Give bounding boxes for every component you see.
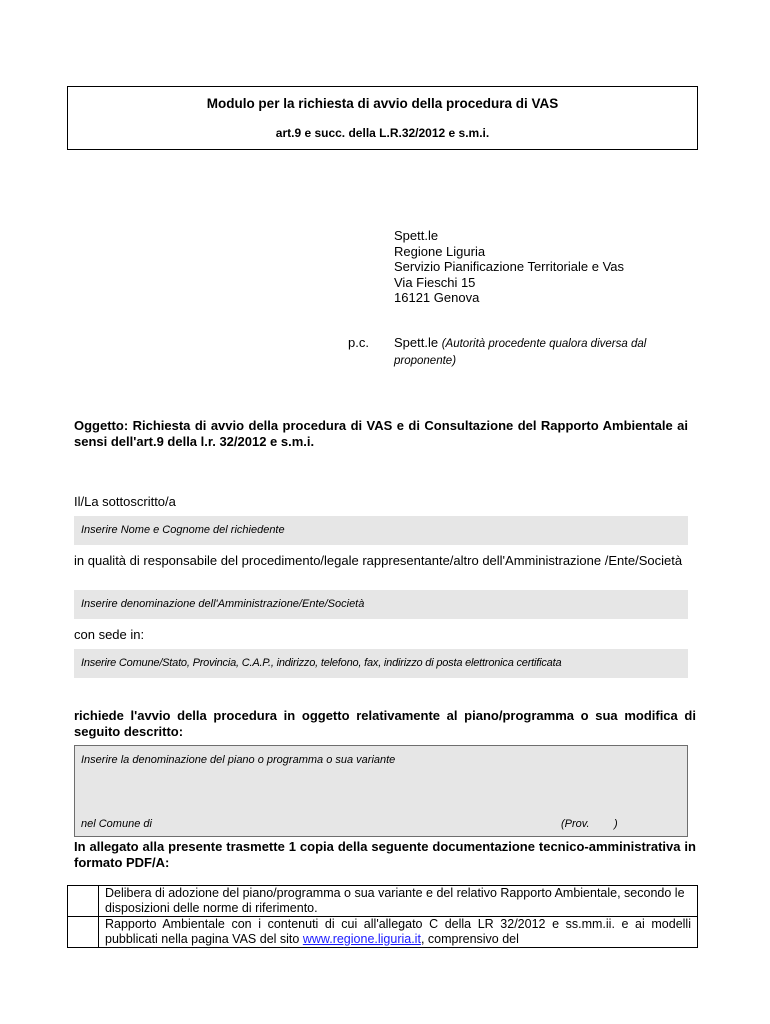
qualita-text: in qualità di responsabile del procedimento/legale rappresentante/altro dell'Amministrazione /Ente/Società [74, 553, 683, 568]
recipient-line: Servizio Pianificazione Territoriale e Vas [394, 259, 625, 275]
table-row [68, 886, 698, 917]
title-box [67, 86, 698, 150]
document-description: Delibera di adozione del piano/programma o sua variante e del relativo Rapporto Ambientale, secondo le disposizioni delle norme di riferimento. [99, 886, 698, 917]
form-subtitle: art.9 e succ. della L.R.32/2012 e s.m.i. [275, 126, 490, 140]
form-title: Modulo per la richiesta di avvio della procedura di VAS [206, 96, 559, 111]
recipient-line: Spett.le [394, 228, 439, 243]
doc2-text-end: , comprensivo del [420, 932, 519, 946]
sede-label: con sede in: [74, 627, 145, 642]
pc-recipient [394, 335, 694, 369]
piano-placeholder: Inserire la denominazione del piano o programma o sua variante [81, 754, 396, 766]
regione-liguria-link[interactable]: www.regione.liguria.it [302, 932, 421, 946]
prov-label: (Prov. ) [561, 818, 618, 830]
checkbox-cell[interactable] [68, 917, 99, 948]
sottoscritto-label: Il/La sottoscritto/a [74, 494, 176, 509]
ente-field[interactable]: Inserire denominazione dell'Amministrazione/Ente/Società [74, 590, 688, 619]
pc-note: (Autorità procedente qualora diversa dal proponente) [394, 338, 647, 367]
richiede-text: richiede l'avvio della procedura in oggetto relativamente al piano/programma o sua modifica di seguito descritto: [74, 708, 696, 739]
pc-label: p.c. [348, 335, 369, 350]
document-description [99, 917, 698, 948]
allegato-text: In allegato alla presente trasmette 1 copia della seguente documentazione tecnico-amministrativa in formato PDF/A: [74, 839, 696, 870]
name-field[interactable]: Inserire Nome e Cognome del richiedente [74, 516, 688, 545]
sede-field[interactable]: Inserire Comune/Stato, Provincia, C.A.P., indirizzo, telefono, fax, indirizzo di posta elettronica certificata [74, 649, 688, 678]
doc2-text: Rapporto Ambientale con i contenuti di cui all'allegato C della LR 32/2012 e ss.mm.ii. e ai modelli pubblicati nella pagina VAS del sito [105, 917, 691, 946]
recipient-line: 16121 Genova [394, 290, 480, 306]
recipient-line: Regione Liguria [394, 243, 486, 259]
checkbox-cell[interactable] [68, 886, 99, 917]
recipient-address [394, 228, 624, 306]
comune-label: nel Comune di [81, 818, 152, 830]
subject: Oggetto: Richiesta di avvio della procedura di VAS e di Consultazione del Rapporto Ambientale ai sensi dell'art.9 della l.r. 32/2012 e s.m.i. [74, 418, 688, 449]
table-row [68, 917, 698, 948]
documents-table [67, 885, 698, 948]
recipient-line: Via Fieschi 15 [394, 274, 476, 290]
piano-field[interactable] [74, 745, 688, 837]
pc-spett: Spett.le [394, 335, 439, 350]
